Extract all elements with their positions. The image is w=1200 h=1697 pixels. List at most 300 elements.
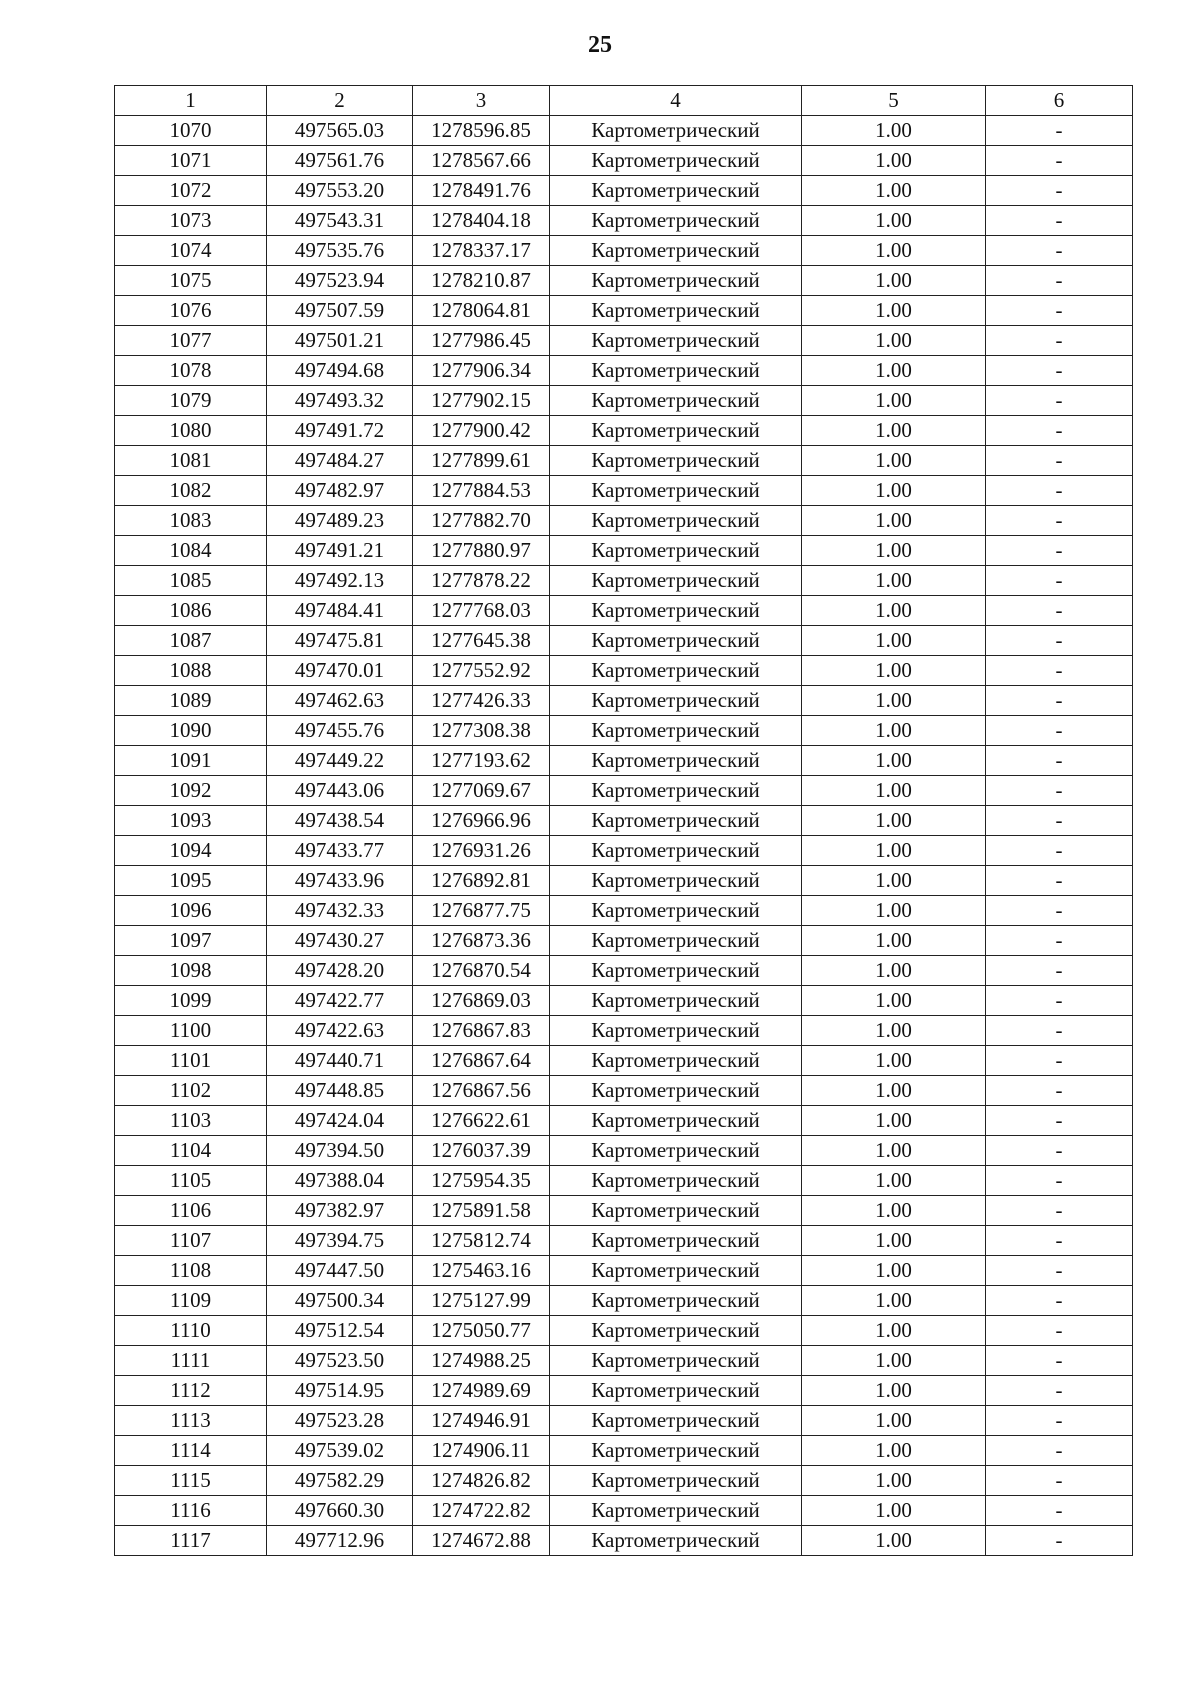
table-row: [115, 866, 1133, 896]
note-cell: -: [986, 1136, 1133, 1166]
note-cell: -: [986, 806, 1133, 836]
accuracy-cell: 1.00: [802, 1286, 986, 1316]
method-cell: Картометрический: [550, 1526, 802, 1556]
y-coordinate-cell: 1274946.91: [413, 1406, 550, 1436]
point-number-cell: 1100: [115, 1016, 267, 1046]
table-row: [115, 776, 1133, 806]
x-coordinate-cell: 497582.29: [267, 1466, 413, 1496]
y-coordinate-cell: 1277986.45: [413, 326, 550, 356]
table-row: [115, 1226, 1133, 1256]
table-row: [115, 356, 1133, 386]
note-cell: -: [986, 206, 1133, 236]
page-number: 25: [588, 32, 612, 58]
y-coordinate-cell: 1277902.15: [413, 386, 550, 416]
method-cell: Картометрический: [550, 686, 802, 716]
accuracy-cell: 1.00: [802, 386, 986, 416]
y-coordinate-cell: 1277645.38: [413, 626, 550, 656]
note-cell: -: [986, 596, 1133, 626]
table-row: [115, 746, 1133, 776]
y-coordinate-cell: 1274722.82: [413, 1496, 550, 1526]
point-number-cell: 1103: [115, 1106, 267, 1136]
table-row: [115, 1166, 1133, 1196]
x-coordinate-cell: 497543.31: [267, 206, 413, 236]
note-cell: -: [986, 506, 1133, 536]
point-number-cell: 1088: [115, 656, 267, 686]
method-cell: Картометрический: [550, 146, 802, 176]
accuracy-cell: 1.00: [802, 1166, 986, 1196]
y-coordinate-cell: 1276622.61: [413, 1106, 550, 1136]
y-coordinate-cell: 1277552.92: [413, 656, 550, 686]
y-coordinate-cell: 1274672.88: [413, 1526, 550, 1556]
accuracy-cell: 1.00: [802, 1136, 986, 1166]
method-cell: Картометрический: [550, 1376, 802, 1406]
table-row: [115, 896, 1133, 926]
note-cell: -: [986, 626, 1133, 656]
table-row: [115, 1256, 1133, 1286]
table-row: [115, 1076, 1133, 1106]
accuracy-cell: 1.00: [802, 776, 986, 806]
note-cell: -: [986, 716, 1133, 746]
y-coordinate-cell: 1277069.67: [413, 776, 550, 806]
note-cell: -: [986, 176, 1133, 206]
point-number-cell: 1083: [115, 506, 267, 536]
table-row: [115, 116, 1133, 146]
accuracy-cell: 1.00: [802, 1016, 986, 1046]
y-coordinate-cell: 1278596.85: [413, 116, 550, 146]
x-coordinate-cell: 497388.04: [267, 1166, 413, 1196]
y-coordinate-cell: 1275812.74: [413, 1226, 550, 1256]
table-row: [115, 716, 1133, 746]
method-cell: Картометрический: [550, 746, 802, 776]
y-coordinate-cell: 1277906.34: [413, 356, 550, 386]
table-row: [115, 1526, 1133, 1556]
x-coordinate-cell: 497382.97: [267, 1196, 413, 1226]
y-coordinate-cell: 1278404.18: [413, 206, 550, 236]
x-coordinate-cell: 497433.77: [267, 836, 413, 866]
method-cell: Картометрический: [550, 1046, 802, 1076]
point-number-cell: 1094: [115, 836, 267, 866]
point-number-cell: 1085: [115, 566, 267, 596]
note-cell: -: [986, 1256, 1133, 1286]
y-coordinate-cell: 1277308.38: [413, 716, 550, 746]
method-cell: Картометрический: [550, 1406, 802, 1436]
column-header-5: 5: [802, 86, 986, 116]
note-cell: -: [986, 776, 1133, 806]
note-cell: -: [986, 896, 1133, 926]
x-coordinate-cell: 497500.34: [267, 1286, 413, 1316]
note-cell: -: [986, 446, 1133, 476]
x-coordinate-cell: 497491.72: [267, 416, 413, 446]
accuracy-cell: 1.00: [802, 836, 986, 866]
method-cell: Картометрический: [550, 236, 802, 266]
x-coordinate-cell: 497494.68: [267, 356, 413, 386]
method-cell: Картометрический: [550, 1496, 802, 1526]
note-cell: -: [986, 1076, 1133, 1106]
table-row: [115, 656, 1133, 686]
accuracy-cell: 1.00: [802, 1256, 986, 1286]
x-coordinate-cell: 497561.76: [267, 146, 413, 176]
accuracy-cell: 1.00: [802, 746, 986, 776]
x-coordinate-cell: 497523.94: [267, 266, 413, 296]
point-number-cell: 1092: [115, 776, 267, 806]
note-cell: -: [986, 116, 1133, 146]
table-row: [115, 146, 1133, 176]
x-coordinate-cell: 497507.59: [267, 296, 413, 326]
accuracy-cell: 1.00: [802, 326, 986, 356]
point-number-cell: 1098: [115, 956, 267, 986]
x-coordinate-cell: 497443.06: [267, 776, 413, 806]
note-cell: -: [986, 326, 1133, 356]
table-row: [115, 1406, 1133, 1436]
y-coordinate-cell: 1275463.16: [413, 1256, 550, 1286]
accuracy-cell: 1.00: [802, 1106, 986, 1136]
y-coordinate-cell: 1276873.36: [413, 926, 550, 956]
note-cell: -: [986, 386, 1133, 416]
table-row: [115, 566, 1133, 596]
table-row: [115, 836, 1133, 866]
accuracy-cell: 1.00: [802, 476, 986, 506]
method-cell: Картометрический: [550, 1286, 802, 1316]
accuracy-cell: 1.00: [802, 806, 986, 836]
note-cell: -: [986, 746, 1133, 776]
method-cell: Картометрический: [550, 446, 802, 476]
method-cell: Картометрический: [550, 296, 802, 326]
method-cell: Картометрический: [550, 386, 802, 416]
note-cell: -: [986, 266, 1133, 296]
note-cell: -: [986, 236, 1133, 266]
y-coordinate-cell: 1276867.64: [413, 1046, 550, 1076]
accuracy-cell: 1.00: [802, 596, 986, 626]
note-cell: -: [986, 866, 1133, 896]
method-cell: Картометрический: [550, 1226, 802, 1256]
y-coordinate-cell: 1278491.76: [413, 176, 550, 206]
accuracy-cell: 1.00: [802, 686, 986, 716]
y-coordinate-cell: 1277193.62: [413, 746, 550, 776]
point-number-cell: 1075: [115, 266, 267, 296]
point-number-cell: 1109: [115, 1286, 267, 1316]
table-row: [115, 1286, 1133, 1316]
method-cell: Картометрический: [550, 266, 802, 296]
y-coordinate-cell: 1277878.22: [413, 566, 550, 596]
note-cell: -: [986, 296, 1133, 326]
point-number-cell: 1093: [115, 806, 267, 836]
x-coordinate-cell: 497484.27: [267, 446, 413, 476]
method-cell: Картометрический: [550, 206, 802, 236]
column-header-2: 2: [267, 86, 413, 116]
method-cell: Картометрический: [550, 1256, 802, 1286]
column-header-6: 6: [986, 86, 1133, 116]
accuracy-cell: 1.00: [802, 1076, 986, 1106]
x-coordinate-cell: 497523.50: [267, 1346, 413, 1376]
table-row: [115, 1496, 1133, 1526]
method-cell: Картометрический: [550, 1316, 802, 1346]
x-coordinate-cell: 497535.76: [267, 236, 413, 266]
x-coordinate-cell: 497492.13: [267, 566, 413, 596]
note-cell: -: [986, 1046, 1133, 1076]
accuracy-cell: 1.00: [802, 116, 986, 146]
x-coordinate-cell: 497455.76: [267, 716, 413, 746]
method-cell: Картометрический: [550, 1196, 802, 1226]
note-cell: -: [986, 146, 1133, 176]
column-header-4: 4: [550, 86, 802, 116]
note-cell: -: [986, 476, 1133, 506]
accuracy-cell: 1.00: [802, 1316, 986, 1346]
coordinates-table: [114, 85, 1133, 1556]
method-cell: Картометрический: [550, 656, 802, 686]
y-coordinate-cell: 1277884.53: [413, 476, 550, 506]
point-number-cell: 1114: [115, 1436, 267, 1466]
method-cell: Картометрический: [550, 926, 802, 956]
method-cell: Картометрический: [550, 356, 802, 386]
note-cell: -: [986, 986, 1133, 1016]
point-number-cell: 1099: [115, 986, 267, 1016]
method-cell: Картометрический: [550, 626, 802, 656]
x-coordinate-cell: 497565.03: [267, 116, 413, 146]
note-cell: -: [986, 686, 1133, 716]
method-cell: Картометрический: [550, 1076, 802, 1106]
table-row: [115, 386, 1133, 416]
note-cell: -: [986, 1436, 1133, 1466]
method-cell: Картометрический: [550, 776, 802, 806]
y-coordinate-cell: 1276870.54: [413, 956, 550, 986]
point-number-cell: 1087: [115, 626, 267, 656]
table-row: [115, 476, 1133, 506]
note-cell: -: [986, 536, 1133, 566]
x-coordinate-cell: 497448.85: [267, 1076, 413, 1106]
y-coordinate-cell: 1276892.81: [413, 866, 550, 896]
table-row: [115, 506, 1133, 536]
accuracy-cell: 1.00: [802, 1406, 986, 1436]
method-cell: Картометрический: [550, 1436, 802, 1466]
method-cell: Картометрический: [550, 896, 802, 926]
y-coordinate-cell: 1277882.70: [413, 506, 550, 536]
method-cell: Картометрический: [550, 566, 802, 596]
accuracy-cell: 1.00: [802, 506, 986, 536]
column-header-3: 3: [413, 86, 550, 116]
note-cell: -: [986, 956, 1133, 986]
point-number-cell: 1117: [115, 1526, 267, 1556]
table-row: [115, 1346, 1133, 1376]
note-cell: -: [986, 656, 1133, 686]
note-cell: -: [986, 1226, 1133, 1256]
x-coordinate-cell: 497514.95: [267, 1376, 413, 1406]
table-row: [115, 266, 1133, 296]
y-coordinate-cell: 1277768.03: [413, 596, 550, 626]
x-coordinate-cell: 497553.20: [267, 176, 413, 206]
accuracy-cell: 1.00: [802, 1496, 986, 1526]
table-row: [115, 296, 1133, 326]
accuracy-cell: 1.00: [802, 896, 986, 926]
point-number-cell: 1077: [115, 326, 267, 356]
note-cell: -: [986, 926, 1133, 956]
method-cell: Картометрический: [550, 1166, 802, 1196]
accuracy-cell: 1.00: [802, 296, 986, 326]
note-cell: -: [986, 356, 1133, 386]
x-coordinate-cell: 497447.50: [267, 1256, 413, 1286]
y-coordinate-cell: 1276869.03: [413, 986, 550, 1016]
accuracy-cell: 1.00: [802, 926, 986, 956]
x-coordinate-cell: 497660.30: [267, 1496, 413, 1526]
note-cell: -: [986, 1196, 1133, 1226]
point-number-cell: 1112: [115, 1376, 267, 1406]
method-cell: Картометрический: [550, 1136, 802, 1166]
x-coordinate-cell: 497430.27: [267, 926, 413, 956]
accuracy-cell: 1.00: [802, 626, 986, 656]
x-coordinate-cell: 497462.63: [267, 686, 413, 716]
point-number-cell: 1101: [115, 1046, 267, 1076]
point-number-cell: 1076: [115, 296, 267, 326]
table-row: [115, 1466, 1133, 1496]
method-cell: Картометрический: [550, 956, 802, 986]
point-number-cell: 1071: [115, 146, 267, 176]
table-row: [115, 236, 1133, 266]
accuracy-cell: 1.00: [802, 1466, 986, 1496]
x-coordinate-cell: 497539.02: [267, 1436, 413, 1466]
method-cell: Картометрический: [550, 806, 802, 836]
point-number-cell: 1102: [115, 1076, 267, 1106]
note-cell: -: [986, 1346, 1133, 1376]
method-cell: Картометрический: [550, 476, 802, 506]
accuracy-cell: 1.00: [802, 176, 986, 206]
note-cell: -: [986, 1166, 1133, 1196]
x-coordinate-cell: 497491.21: [267, 536, 413, 566]
method-cell: Картометрический: [550, 536, 802, 566]
table-row: [115, 986, 1133, 1016]
table-row: [115, 1046, 1133, 1076]
x-coordinate-cell: 497512.54: [267, 1316, 413, 1346]
y-coordinate-cell: 1275050.77: [413, 1316, 550, 1346]
point-number-cell: 1082: [115, 476, 267, 506]
point-number-cell: 1070: [115, 116, 267, 146]
x-coordinate-cell: 497432.33: [267, 896, 413, 926]
x-coordinate-cell: 497523.28: [267, 1406, 413, 1436]
method-cell: Картометрический: [550, 116, 802, 146]
y-coordinate-cell: 1278567.66: [413, 146, 550, 176]
table-row: [115, 956, 1133, 986]
note-cell: -: [986, 1106, 1133, 1136]
accuracy-cell: 1.00: [802, 356, 986, 386]
x-coordinate-cell: 497394.50: [267, 1136, 413, 1166]
x-coordinate-cell: 497440.71: [267, 1046, 413, 1076]
y-coordinate-cell: 1274826.82: [413, 1466, 550, 1496]
point-number-cell: 1104: [115, 1136, 267, 1166]
x-coordinate-cell: 497422.77: [267, 986, 413, 1016]
accuracy-cell: 1.00: [802, 1526, 986, 1556]
method-cell: Картометрический: [550, 986, 802, 1016]
point-number-cell: 1091: [115, 746, 267, 776]
table-row: [115, 686, 1133, 716]
note-cell: -: [986, 1496, 1133, 1526]
method-cell: Картометрический: [550, 176, 802, 206]
table-row: [115, 1016, 1133, 1046]
accuracy-cell: 1.00: [802, 716, 986, 746]
accuracy-cell: 1.00: [802, 416, 986, 446]
table-row: [115, 446, 1133, 476]
x-coordinate-cell: 497433.96: [267, 866, 413, 896]
accuracy-cell: 1.00: [802, 956, 986, 986]
y-coordinate-cell: 1277880.97: [413, 536, 550, 566]
table-body: [115, 116, 1133, 1556]
note-cell: -: [986, 1406, 1133, 1436]
x-coordinate-cell: 497501.21: [267, 326, 413, 356]
method-cell: Картометрический: [550, 1016, 802, 1046]
table-row: [115, 806, 1133, 836]
accuracy-cell: 1.00: [802, 146, 986, 176]
table-row: [115, 536, 1133, 566]
point-number-cell: 1107: [115, 1226, 267, 1256]
point-number-cell: 1105: [115, 1166, 267, 1196]
table-row: [115, 1436, 1133, 1466]
point-number-cell: 1108: [115, 1256, 267, 1286]
x-coordinate-cell: 497422.63: [267, 1016, 413, 1046]
y-coordinate-cell: 1276877.75: [413, 896, 550, 926]
note-cell: -: [986, 1466, 1133, 1496]
point-number-cell: 1111: [115, 1346, 267, 1376]
accuracy-cell: 1.00: [802, 656, 986, 686]
accuracy-cell: 1.00: [802, 1346, 986, 1376]
point-number-cell: 1096: [115, 896, 267, 926]
accuracy-cell: 1.00: [802, 446, 986, 476]
column-header-1: 1: [115, 86, 267, 116]
method-cell: Картометрический: [550, 326, 802, 356]
x-coordinate-cell: 497449.22: [267, 746, 413, 776]
y-coordinate-cell: 1276966.96: [413, 806, 550, 836]
y-coordinate-cell: 1277900.42: [413, 416, 550, 446]
x-coordinate-cell: 497470.01: [267, 656, 413, 686]
y-coordinate-cell: 1276037.39: [413, 1136, 550, 1166]
y-coordinate-cell: 1274906.11: [413, 1436, 550, 1466]
y-coordinate-cell: 1275127.99: [413, 1286, 550, 1316]
y-coordinate-cell: 1276867.56: [413, 1076, 550, 1106]
x-coordinate-cell: 497475.81: [267, 626, 413, 656]
y-coordinate-cell: 1275954.35: [413, 1166, 550, 1196]
y-coordinate-cell: 1277426.33: [413, 686, 550, 716]
x-coordinate-cell: 497482.97: [267, 476, 413, 506]
accuracy-cell: 1.00: [802, 266, 986, 296]
point-number-cell: 1089: [115, 686, 267, 716]
note-cell: -: [986, 836, 1133, 866]
accuracy-cell: 1.00: [802, 1046, 986, 1076]
x-coordinate-cell: 497428.20: [267, 956, 413, 986]
table-row: [115, 1106, 1133, 1136]
point-number-cell: 1090: [115, 716, 267, 746]
accuracy-cell: 1.00: [802, 1226, 986, 1256]
method-cell: Картометрический: [550, 1346, 802, 1376]
y-coordinate-cell: 1275891.58: [413, 1196, 550, 1226]
method-cell: Картометрический: [550, 596, 802, 626]
point-number-cell: 1110: [115, 1316, 267, 1346]
table-row: [115, 1196, 1133, 1226]
table-row: [115, 326, 1133, 356]
point-number-cell: 1079: [115, 386, 267, 416]
method-cell: Картометрический: [550, 506, 802, 536]
method-cell: Картометрический: [550, 1106, 802, 1136]
point-number-cell: 1086: [115, 596, 267, 626]
point-number-cell: 1073: [115, 206, 267, 236]
point-number-cell: 1106: [115, 1196, 267, 1226]
point-number-cell: 1115: [115, 1466, 267, 1496]
point-number-cell: 1097: [115, 926, 267, 956]
table-row: [115, 1136, 1133, 1166]
note-cell: -: [986, 1286, 1133, 1316]
method-cell: Картометрический: [550, 836, 802, 866]
y-coordinate-cell: 1276931.26: [413, 836, 550, 866]
x-coordinate-cell: 497712.96: [267, 1526, 413, 1556]
y-coordinate-cell: 1274989.69: [413, 1376, 550, 1406]
point-number-cell: 1084: [115, 536, 267, 566]
method-cell: Картометрический: [550, 716, 802, 746]
method-cell: Картометрический: [550, 1466, 802, 1496]
